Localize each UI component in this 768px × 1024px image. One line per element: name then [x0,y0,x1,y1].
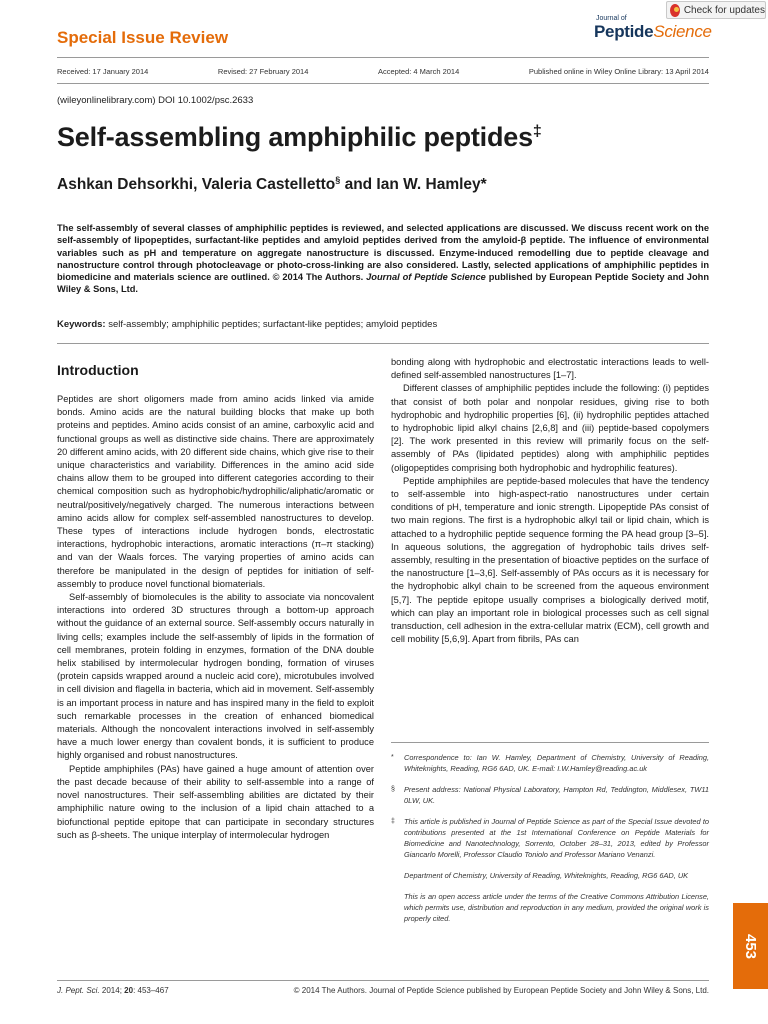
title-footnote-mark: ‡ [532,123,542,140]
footnote-present-address [391,784,709,806]
received-date: Received: 17 January 2014 [57,67,149,76]
header-divider [57,57,709,58]
authors-part2: and Ian W. Hamley* [340,176,487,194]
keywords-label: Keywords: [57,319,106,330]
page-footer [57,986,709,995]
dates-divider [57,83,709,84]
abstract-journal: Journal of Peptide Science [366,272,486,283]
check-for-updates-label: Check for updates [683,4,765,16]
body-paragraph: Peptide amphiphiles are peptide-based molecules that have the tendency to self-assemble into high-aspect-ratio nanostructures under certain conditions of pH, temperature and ionic strength. Lipopeptide PAs consist of two main regions. The first is a hydrophobic alkyl tail or lipid chain, which is attached to a hydrophilic peptide sequence forming the PA head group [3–5]. In aqueous solutions, the aggregation of hydrophobic tails drives self-assembly, resulting in the presentation of bioactive peptides on the surface of the nanostructure [1–3,6]. Self-assembly of PAs occurs as it is necessary for the hydrophobic alkyl chain to be screened from the aqueous environment [5,7]. The peptide epitope usually comprises a biologically derived motif, which can play an important role in biological processes such as cell signal transduction, cell adhesion in the extra-cellular matrix (ECM), cell growth and cell mobility [5,6,9]. Apart from fibrils, PAs can [391,475,709,645]
citation-journal: J. Pept. Sci. [57,986,100,995]
footnote-special-issue [391,816,709,860]
author-footnote-mark: § [335,175,341,185]
footnote-text: This article is published in Journal of Peptide Science as part of the Special Issue devoted to contributions presented at the 1st International Conference on Peptide Materials for Biomedicine and Nanotechnology, Sorrento, October 28–31, 2013, edited by Professor Giancarlo Morelli, Professor Claudio Toniolo and Professor Mariano Venanzi. [404,817,709,859]
keywords-text: self-assembly; amphiphilic peptides; surfactant-like peptides; amyloid peptides [108,319,438,330]
article-title [57,122,542,153]
body-paragraph: bonding along with hydrophobic and electrostatic interactions leads to well-defined self-assembled nanostructures [1–7]. [391,357,709,381]
footer-citation [57,986,169,995]
doi-line: (wileyonlinelibrary.com) DOI 10.1002/psc.2633 [57,95,254,106]
author-list [57,175,487,194]
authors-part1: Ashkan Dehsorkhi, Valeria Castelletto [57,176,336,194]
article-dates [57,67,709,76]
citation-volume: 20 [124,986,134,995]
body-column-right [391,356,709,646]
journal-logo-word1: Peptide [594,22,654,41]
keywords-divider [57,343,709,344]
footnote-divider [391,742,709,743]
journal-logo-small: Journal of [596,15,627,22]
citation-year: 2014; [99,986,125,995]
footnote-license: This is an open access article under the terms of the Creative Commons Attribution License, which permits use, distribution and reproduction in any medium, provided the original work is properly cited. [404,892,709,923]
footer-copyright: © 2014 The Authors. Journal of Peptide Science published by European Peptide Society and John Wiley & Sons, Ltd. [293,986,709,995]
body-paragraph: Peptide amphiphiles (PAs) have gained a huge amount of attention over the past decade because of their ability to self-assemble into a range of novel nanostructures. Their self-assembling abilities are dictated by their amphiphilic nature owing to the inclusion of a lipid chain attached to a biofunctional peptide epitope that can participate in secondary structures such as β-sheets. The unique interplay of intermolecular hydrogen [57,763,374,840]
footnote-mark: ‡ [391,818,395,825]
footer-divider [57,980,709,981]
journal-logo [594,15,714,47]
abstract-text: The self-assembly of several classes of amphiphilic peptides is reviewed, and selected applications are discussed. We discuss recent work on the self-assembly of lipopeptides, surfactant-like peptides and amyloid peptides derived from the amyloid-β peptide. The influence of environmental variables such as pH and temperature on aggregate nanostructure is discussed. Enzyme-induced remodelling due to peptide cleavage and nanostructure control through photocleavage or photo-cross-linking are also considered. Lastly, selected applications of amphiphilic peptides in biomedicine and materials science are outlined. © 2014 The Authors. [57,223,709,283]
revised-date: Revised: 27 February 2014 [217,67,309,76]
keywords [57,319,437,330]
section-heading-introduction: Introduction [57,362,139,378]
footnote-affiliation: Department of Chemistry, University of Reading, Whiteknights, Reading, RG6 6AD, UK [404,871,689,880]
abstract-tail: published by European Peptide Society and John Wiley & Sons, Ltd. [57,272,710,295]
accepted-date: Accepted: 4 March 2014 [377,67,460,76]
body-column-left [57,356,374,842]
issue-type-label: Special Issue Review [57,28,229,47]
citation-pages: : 453–467 [133,986,169,995]
abstract [57,222,709,296]
footnote-correspondence [391,752,709,774]
footnote-text: Correspondence to: Ian W. Hamley, Department of Chemistry, University of Reading, Whiteknights, Reading, RG6 6AD, UK. E-mail: I.W.Hamley@reading.ac.uk [404,753,709,773]
page-number-tab [733,903,768,989]
title-text: Self-assembling amphiphilic peptides [57,122,533,152]
footnotes [391,752,709,934]
published-date: Published online in Wiley Online Library: 13 April 2014 [528,67,709,76]
footnote-mark: * [391,754,394,761]
body-paragraph: Different classes of amphiphilic peptides include the following: (i) peptides that consist of both polar and nonpolar residues, giving rise to both hydrophobic and hydrophilic properties [6], (ii) hydrophilic peptides attached to hydrophobic lipid alkyl chains [2,6,8] and (iii) peptide-based copolymers [2]. The work presented in this review will primarily focus on the self-assembly of PAs (lipidated peptides) along with amphiphilic peptides (oligopeptides comprising both hydrophobic and hydrophilic features). [391,383,709,473]
journal-logo-word2: Science [653,22,712,41]
body-paragraph: Self-assembly of biomolecules is the ability to associate via noncovalent interactions into ordered 3D structures through a bottom-up approach without the guidance of an external source. Self-assembly occurs naturally in living cells; examples include the self-assembly of lipids in the formation of cell membranes, protein folding in enzymes, formation of the DNA double helix stabilised by intermolecular hydrogen bonding, formation of viruses (protein capsids wrapped around a nucleic acid core), microtubules involved in cell division and flagella in bacteria, which aid in movement. Self-assembly is an important process in nature and has inspired many in the field to exploit such remarkable processes in the creation of enhanced biomedical materials. Although the noncovalent interactions involved in self-assembly have a much lower energy than covalent bonds, it is sufficient to produce highly organised and robust nanostructures. [57,592,374,761]
body-paragraph: Peptides are short oligomers made from amino acids linked via amide bonds. Amino acids are the natural building blocks that make up both proteins and peptides. Amino acids consist of an amine, carboxylic acid and functional groups as well as distinctive side chains. There are approximately 20 different amino acids, with 20 different side chains, which give rise to their unique characteristics and variability. Differences in the amino acid side chains allow them to be grouped into different categories according to their chemical composition such as hydrophobic/hydrophilic/aliphatic/aromatic or neutral/positively/negatively charged. The numerous interactions between amino acids allow for complex self-assembled nanostructures to develop. These types of interactions include hydrogen bonds, electrostatic interactions, hydrophobic interactions, aromatic interactions (π–π stacking) and van der Waals forces. The varying properties of amino acids can therefore be manipulated in the design of peptides for initiation of self-assembly to produce novel functional biomaterials. [57,394,374,589]
footnote-text: Present address: National Physical Laboratory, Hampton Rd, Teddington, Middlesex, TW11 0LW, UK. [404,785,709,805]
page-number: 453 [742,933,759,959]
footnote-mark: § [391,786,395,793]
